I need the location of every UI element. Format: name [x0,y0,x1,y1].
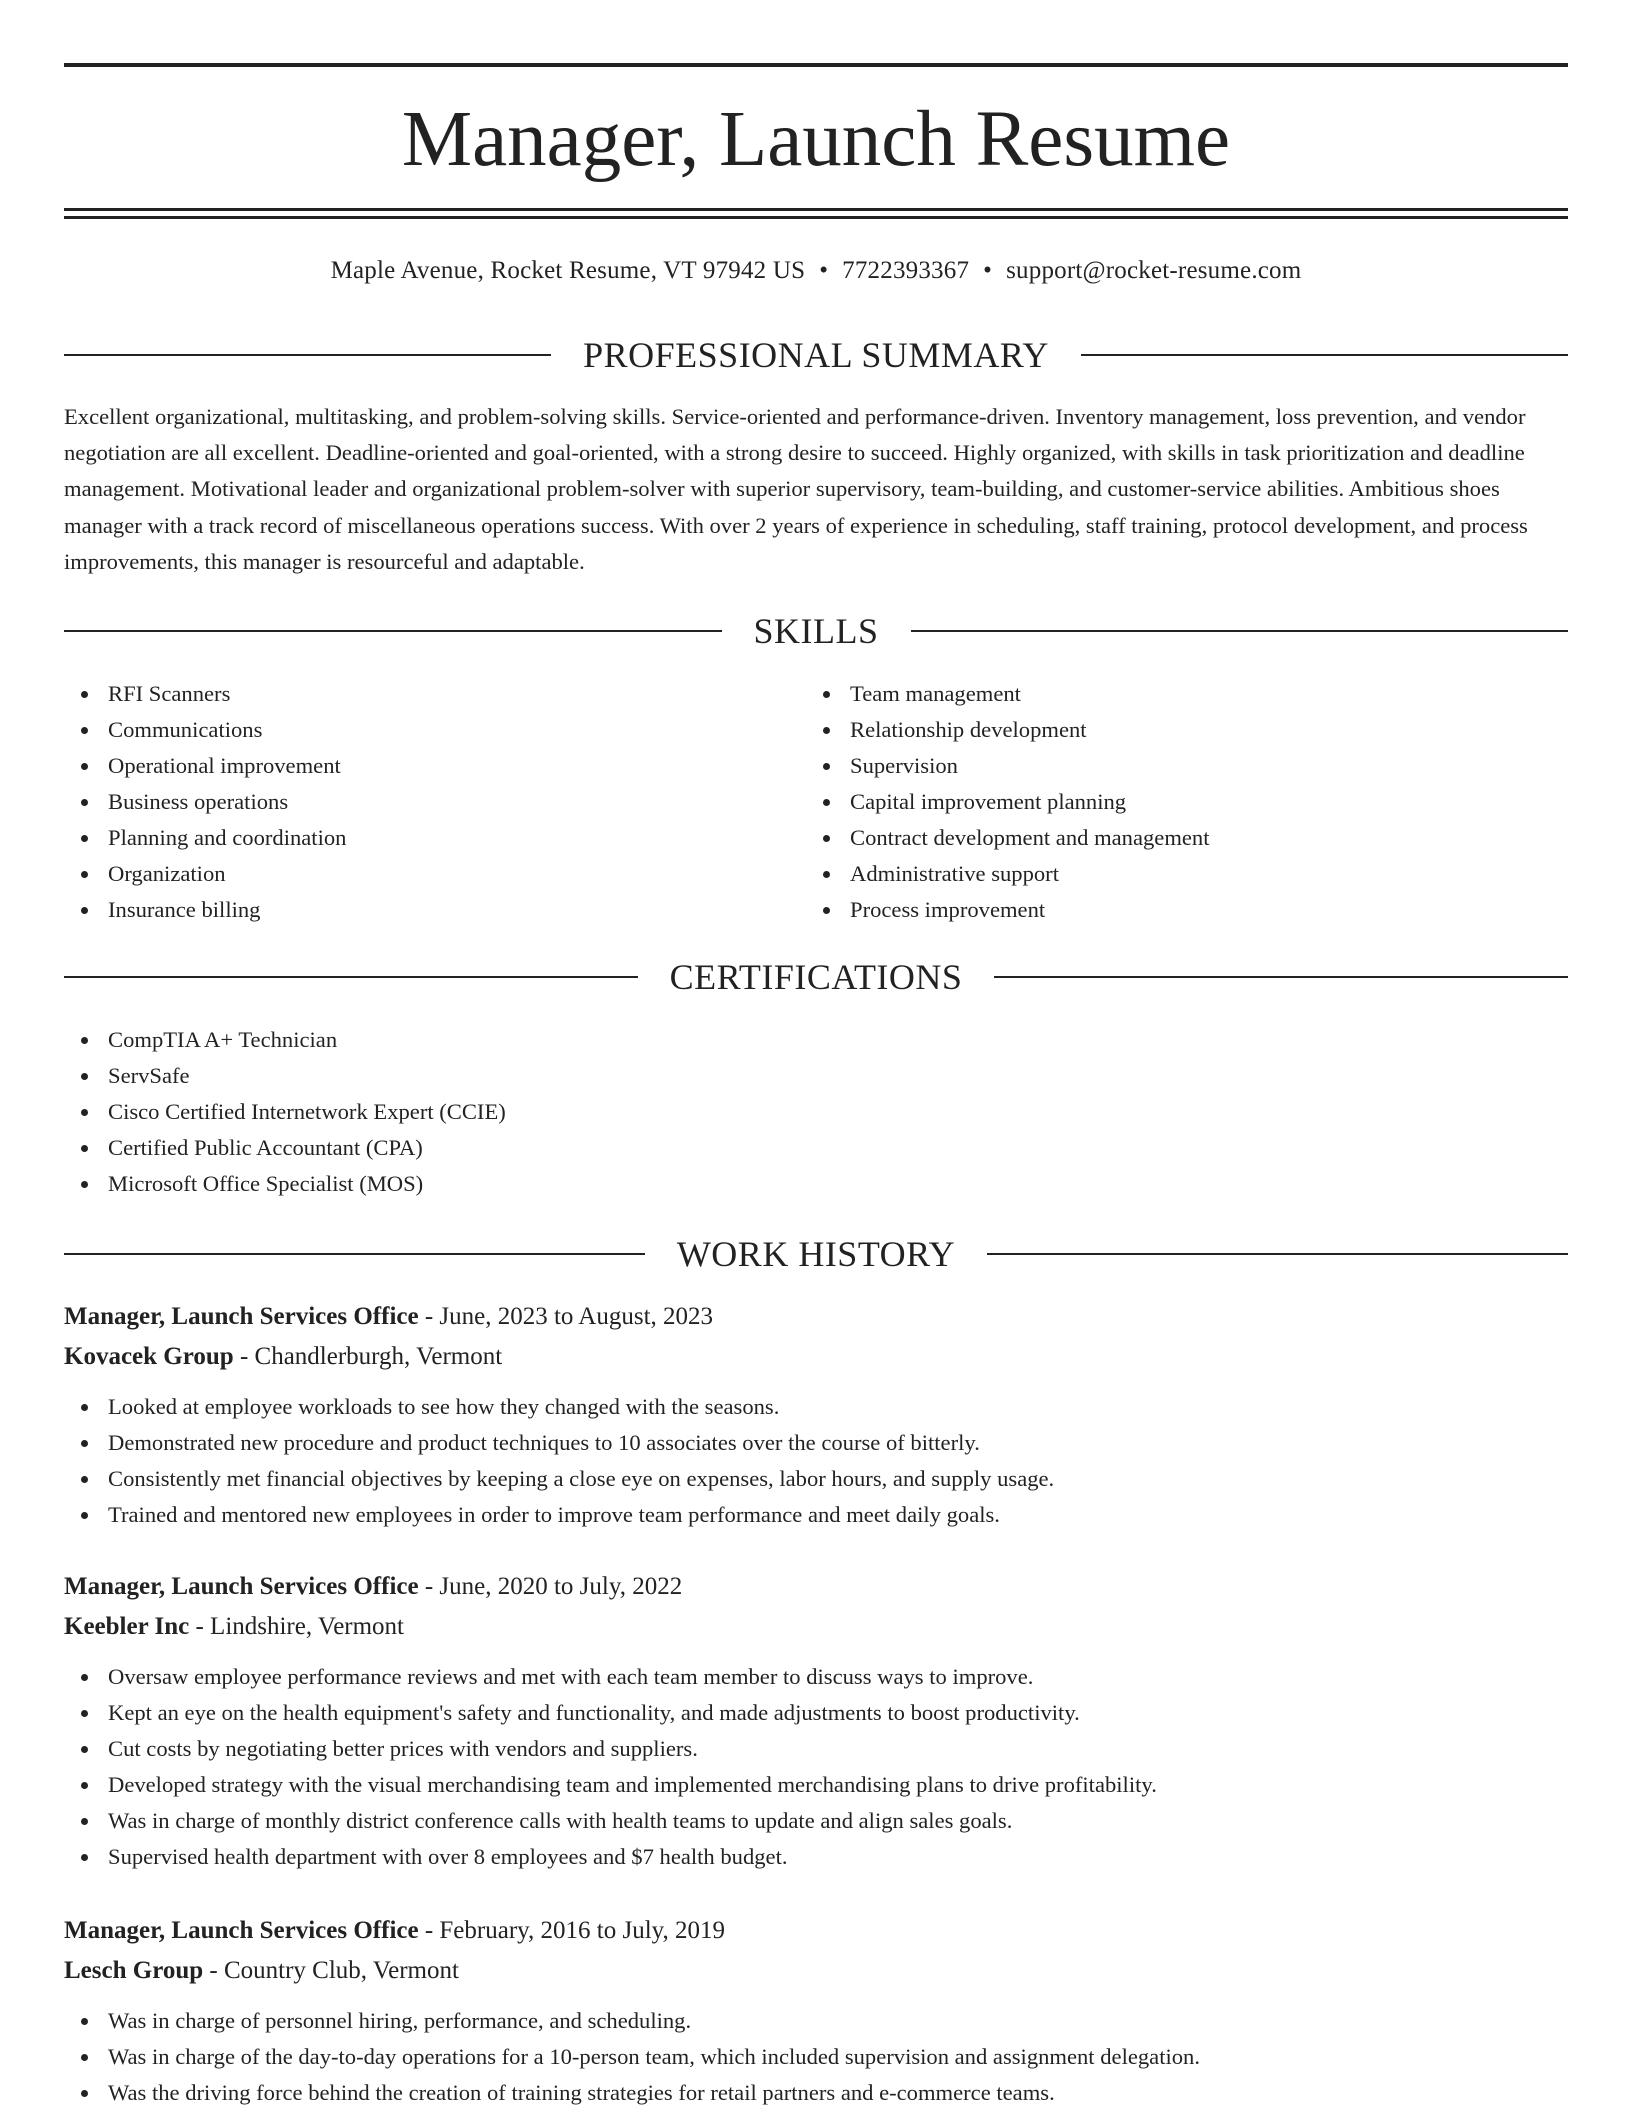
job-role-line [64,1911,1568,1951]
job-company-line [64,1951,1568,1991]
skill-item: Communications [64,712,804,748]
certification-item: Certified Public Accountant (CPA) [64,1130,1568,1166]
title-rule-upper [64,208,1568,211]
job-duty: Demonstrated new procedure and product techniques to 10 associates over the course of bitterly. [64,1425,1568,1461]
job-duty: Was in charge of personnel hiring, performance, and scheduling. [64,2003,1568,2039]
job-role: Manager, Launch Services Office [64,1573,419,1600]
job-dates: - June, 2023 to August, 2023 [418,1303,714,1330]
job-duties-list [64,1659,1568,1875]
heading-rule [64,1253,645,1255]
job-role: Manager, Launch Services Office [64,1917,419,1944]
job-company-line [64,1607,1568,1647]
job-duties-list [64,2003,1568,2111]
heading-rule [64,354,551,356]
title-rule-lower [64,216,1568,219]
job-role-line [64,1567,1568,1607]
skill-item: Organization [64,856,804,892]
job-company: Lesch Group [64,1957,204,1984]
job-location: - Country Club, Vermont [203,1957,459,1984]
skill-item: Process improvement [806,892,1546,928]
job-location: - Chandlerburgh, Vermont [233,1343,503,1370]
heading-rule [994,976,1568,978]
skill-item: Planning and coordination [64,820,804,856]
job-duties-list [64,1389,1568,1533]
job-entry [64,1911,1568,2111]
job-role: Manager, Launch Services Office [64,1303,419,1330]
certification-item: Microsoft Office Specialist (MOS) [64,1166,1568,1202]
job-duty: Cut costs by negotiating better prices with vendors and suppliers. [64,1731,1568,1767]
contact-line [64,254,1568,288]
job-duty: Consistently met financial objectives by keeping a close eye on expenses, labor hours, and supply usage. [64,1461,1568,1497]
job-dates: - June, 2020 to July, 2022 [418,1573,683,1600]
heading-rule [1081,354,1568,356]
skill-item: Operational improvement [64,748,804,784]
skill-item: Team management [806,676,1546,712]
job-duty: Trained and mentored new employees in order to improve team performance and meet daily goals. [64,1497,1568,1533]
skills-list-right [806,676,1546,928]
certification-item: CompTIA A+ Technician [64,1022,1568,1058]
section-heading-skills [64,609,1568,653]
job-company: Keebler Inc [64,1613,190,1640]
contact-email: support@rocket-resume.com [1006,257,1302,284]
certification-item: ServSafe [64,1058,1568,1094]
job-duty: Looked at employee workloads to see how they changed with the seasons. [64,1389,1568,1425]
summary-paragraph: Excellent organizational, multitasking, and problem-solving skills. Service-oriented and performance-driven. Inventory management, loss prevention, and vendor negotiation are all excellent. Deadline-oriented and goal-oriented, with a strong desire to succeed. Highly organized, with skills in task prioritization and deadline management. Motivational leader and organizational problem-solver with superior supervisory, team-building, and customer-service abilities. Ambitious shoes manager with a track record of miscellaneous operations success. With over 2 years of experience in scheduling, staff training, protocol development, and process improvements, this manager is resourceful and adaptable. [64,404,1528,574]
job-duty: Oversaw employee performance reviews and met with each team member to discuss ways to improve. [64,1659,1568,1695]
job-duty: Was the driving force behind the creation of training strategies for retail partners and e-commerce teams. [64,2075,1568,2111]
certification-item: Cisco Certified Internetwork Expert (CCIE) [64,1094,1568,1130]
job-duty: Kept an eye on the health equipment's safety and functionality, and made adjustments to boost productivity. [64,1695,1568,1731]
contact-address: Maple Avenue, Rocket Resume, VT 97942 US [330,257,806,284]
certifications-list [64,1022,1568,1202]
section-title-summary: PROFESSIONAL SUMMARY [583,335,1049,375]
skills-list-left [64,676,804,928]
section-heading-work [64,1232,1568,1276]
top-rule [64,63,1568,67]
section-title-skills: SKILLS [753,611,879,651]
section-title-work: WORK HISTORY [676,1234,956,1274]
skill-item: Contract development and management [806,820,1546,856]
heading-rule [987,1253,1568,1255]
job-company-line [64,1337,1568,1377]
section-title-certifications: CERTIFICATIONS [669,957,963,997]
job-company: Kovacek Group [64,1343,234,1370]
section-heading-certifications [64,955,1568,999]
contact-separator: • [819,257,829,284]
skill-item: RFI Scanners [64,676,804,712]
heading-rule [64,976,638,978]
heading-rule [911,630,1569,632]
job-dates: - February, 2016 to July, 2019 [418,1917,726,1944]
job-duty: Supervised health department with over 8 employees and $7 health budget. [64,1839,1568,1875]
resume-title: Manager, Launch Resume [401,96,1231,183]
heading-rule [64,630,722,632]
job-duty: Developed strategy with the visual merchandising team and implemented merchandising plans to drive profitability. [64,1767,1568,1803]
job-entry [64,1567,1568,1875]
job-location: - Lindshire, Vermont [189,1613,405,1640]
contact-phone: 7722393367 [842,257,970,284]
section-heading-summary [64,333,1568,377]
job-duty: Was in charge of the day-to-day operations for a 10-person team, which included supervision and assignment delegation. [64,2039,1568,2075]
job-duty: Was in charge of monthly district conference calls with health teams to update and align sales goals. [64,1803,1568,1839]
skill-item: Capital improvement planning [806,784,1546,820]
skill-item: Insurance billing [64,892,804,928]
job-role-line [64,1297,1568,1337]
contact-separator: • [983,257,993,284]
job-entry [64,1297,1568,1533]
skill-item: Supervision [806,748,1546,784]
skill-item: Administrative support [806,856,1546,892]
skill-item: Relationship development [806,712,1546,748]
skill-item: Business operations [64,784,804,820]
